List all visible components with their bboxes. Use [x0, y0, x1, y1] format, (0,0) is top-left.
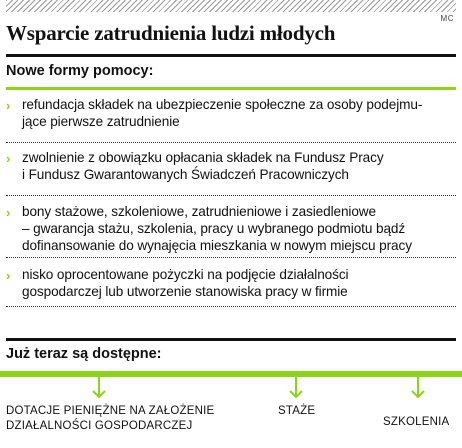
destination-internships: STAŻE — [278, 405, 316, 417]
new-forms-heading: Nowe formy pomocy: — [6, 63, 154, 79]
list-item — [6, 266, 456, 307]
list-item-text: zwolnienie z obowiązku opłacania składek na Fundusz Pracy i Fundusz Gwarantowanych Świadczeń Pracowniczych — [22, 150, 384, 182]
bullet-icon: › — [6, 205, 11, 220]
decorative-hatch-band — [6, 0, 456, 12]
available-heading: Już teraz są dostępne: — [6, 346, 162, 362]
arrow-down-icon — [288, 377, 304, 399]
bullet-icon: › — [6, 268, 11, 283]
destination-trainings: SZKOLENIA — [383, 416, 450, 428]
title-rule — [6, 54, 456, 57]
list-item — [6, 96, 456, 143]
list-item-text: nisko oprocentowane pożyczki na podjęcie działalności gospodarczej lub utworzenie stanowiska pracy w firmie — [22, 267, 349, 299]
timeline-track — [0, 371, 462, 377]
list-item — [6, 149, 456, 196]
destination-grants: DOTACJE PIENIĘŻNE NA ZAŁOŻENIE DZIAŁALNOŚCI GOSPODARCZEJ — [6, 405, 215, 432]
available-rule — [6, 338, 456, 341]
arrow-down-icon — [410, 377, 426, 399]
new-forms-rule — [6, 87, 456, 90]
bullet-icon: › — [6, 98, 11, 113]
source-credit: MC — [440, 14, 454, 23]
arrow-down-icon — [91, 377, 107, 399]
page-title: Wsparcie zatrudnienia ludzi młodych — [6, 21, 336, 45]
list-item-text: bony stażowe, szkoleniowe, zatrudnieniowe i zasiedleniowe – gwarancja stażu, szkolenia, pracy u wybranego podmiotu bądź dofinansowanie do wynajęcia mieszkania w nowym miejscu pracy — [22, 204, 412, 253]
bullet-icon: › — [6, 151, 11, 166]
list-item-text: refundacja składek na ubezpieczenie społeczne za osoby podejmu- jące pierwsze zatrudnienie — [22, 97, 423, 129]
list-item — [6, 203, 456, 258]
